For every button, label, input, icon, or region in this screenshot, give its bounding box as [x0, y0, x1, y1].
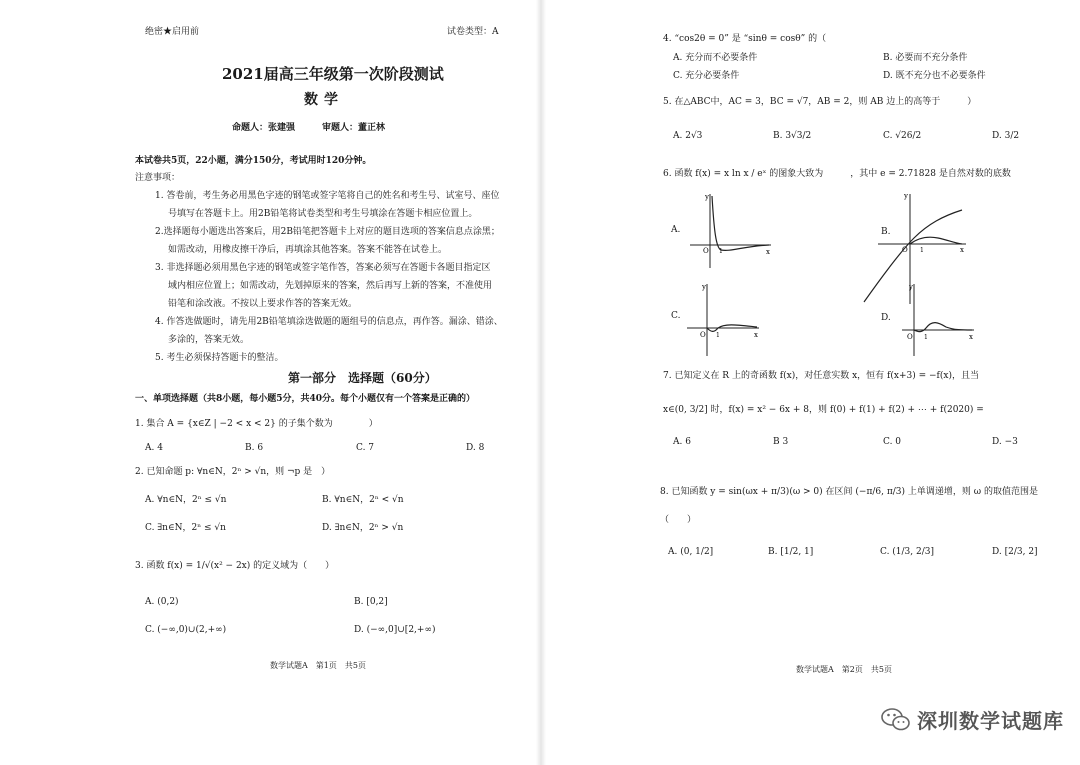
q2-option-c: C. ∃n∈N，2ⁿ ≤ √n — [145, 523, 226, 533]
axis-label-x: x — [969, 333, 973, 341]
q4-option-d: D. 既不充分也不必要条件 — [883, 71, 986, 81]
q5-stem: 5. 在△ABC中，AC = 3，BC = √7，AB = 2，则 AB 边上的高等于 ） — [663, 97, 977, 107]
q3-option-b: B. [0,2] — [354, 597, 388, 607]
tick-label-one: 1 — [924, 334, 928, 341]
wechat-watermark — [875, 703, 1070, 736]
q8-option-a: A. (0, 1/2] — [668, 547, 714, 557]
exam-intro: 本试卷共5页，22小题，满分150分，考试用时120分钟。 — [135, 156, 372, 166]
origin-label: O — [700, 331, 706, 339]
axis-label-x: x — [754, 331, 758, 339]
wechat-icon — [881, 707, 911, 733]
q8-stem-line2: （ ） — [660, 515, 697, 525]
q2-option-a: A. ∀n∈N，2ⁿ ≤ √n — [145, 495, 227, 505]
note-line: 3. 非选择题必须用黑色字迹的钢笔或签字笔作答，答案必须写在答题卡各题目指定区 — [155, 263, 491, 273]
q3-option-d: D. (−∞,0]∪[2,+∞) — [354, 625, 436, 635]
q2-stem: 2. 已知命题 p: ∀n∈N，2ⁿ > √n，则 ¬p 是 ） — [135, 467, 331, 477]
axis-label-y: y — [904, 192, 908, 200]
authors-line: 命题人：张建强 审题人：董正林 — [232, 123, 386, 133]
q2-option-b: B. ∀n∈N，2ⁿ < √n — [322, 495, 404, 505]
exam-title: 2021届高三年级第一次阶段测试 — [222, 65, 444, 83]
subject-title: 数学 — [304, 92, 344, 108]
q5-option-b: B. 3√3/2 — [773, 131, 812, 141]
note-line: 多涂的，答案无效。 — [168, 335, 250, 345]
origin-label: O — [703, 247, 709, 255]
note-line: 1. 答卷前，考生务必用黑色字迹的钢笔或签字笔将自己的姓名和考生号、试室号、座位 — [155, 191, 500, 201]
q8-option-c: C. (1/3, 2/3] — [880, 547, 934, 557]
axis-label-x: x — [766, 248, 770, 256]
q4-option-a: A. 充分而不必要条件 — [673, 53, 758, 63]
q7-stem-line1: 7. 已知定义在 R 上的奇函数 f(x)，对任意实数 x，恒有 f(x+3) = −f(x)，且当 — [663, 371, 979, 381]
axis-label-x: x — [960, 246, 964, 254]
watermark-text: 深圳数学试题库 — [917, 709, 1064, 733]
note-line: 铅笔和涂改液。不按以上要求作答的答案无效。 — [168, 299, 358, 309]
q6-stem: 6. 函数 f(x) = x ln x / eˣ 的图象大致为 ，其中 e = 2.71828 是自然对数的底数 — [663, 169, 1011, 179]
page-footer: 数学试题A 第2页 共5页 — [796, 665, 892, 674]
q7-option-b: B 3 — [773, 437, 789, 447]
q3-option-a: A. (0,2) — [145, 597, 179, 607]
q7-option-c: C. 0 — [883, 437, 902, 447]
note-line: 5. 考生必须保持答题卡的整洁。 — [155, 353, 284, 363]
origin-label: O — [907, 333, 913, 341]
axis-label-y: y — [909, 283, 913, 291]
q6-option-b: B. — [881, 227, 891, 237]
q6-option-c: C. — [671, 311, 681, 321]
q3-option-c: C. (−∞,0)∪(2,+∞) — [145, 625, 227, 635]
tick-label-one: 1 — [920, 247, 924, 254]
q6-option-a: A. — [671, 225, 681, 235]
q1-option-d: D. 8 — [466, 443, 485, 453]
note-line: 域内相应位置上；如需改动，先划掉原来的答案，然后再写上新的答案，不准使用 — [168, 281, 493, 291]
note-line: 2.选择题每小题选出答案后，用2B铅笔把答题卡上对应的题目选项的答案信息点涂黑； — [155, 227, 500, 237]
q1-stem: 1. 集合 A = {x∈Z | −2 < x < 2} 的子集个数为 ） — [135, 419, 378, 429]
q1-option-b: B. 6 — [245, 443, 264, 453]
q2-option-d: D. ∃n∈N，2ⁿ > √n — [322, 523, 404, 533]
note-line: 号填写在答题卡上。用2B铅笔将试卷类型和考生号填涂在答题卡相应位置上。 — [168, 209, 478, 219]
q5-option-a: A. 2√3 — [673, 131, 703, 141]
q8-option-d: D. [2/3, 2] — [992, 547, 1038, 557]
exam-page-2 — [540, 0, 1080, 765]
tick-label-one: 1 — [716, 332, 720, 339]
part-title: 第一部分 选择题（60分） — [288, 371, 437, 385]
q3-stem: 3. 函数 f(x) = 1/√(x² − 2x) 的定义域为（ ） — [135, 561, 335, 571]
q8-option-b: B. [1/2, 1] — [768, 547, 814, 557]
q7-stem-line2: x∈(0, 3/2] 时，f(x) = x² − 6x + 8，则 f(0) + f(1) + f(2) + ⋯ + f(2020) = — [663, 405, 984, 415]
q1-option-a: A. 4 — [145, 443, 163, 453]
q8-stem-line1: 8. 已知函数 y = sin(ωx + π/3)(ω > 0) 在区间 (−π/6, π/3) 上单调递增，则 ω 的取值范围是 — [660, 487, 1038, 497]
q6-graph-d — [898, 280, 978, 358]
q1-option-c: C. 7 — [356, 443, 375, 453]
q5-option-c: C. √26/2 — [883, 131, 922, 141]
q4-option-b: B. 必要而不充分条件 — [883, 53, 968, 63]
q6-option-d: D. — [881, 313, 891, 323]
q4-stem: 4. “cos2θ = 0” 是 “sinθ = cosθ” 的（ — [663, 34, 827, 44]
tick-label-one: 1 — [719, 248, 723, 255]
note-line: 如需改动，用橡皮擦干净后，再填涂其他答案。答案不能答在试卷上。 — [168, 245, 448, 255]
q7-option-d: D. −3 — [992, 437, 1018, 447]
note-line: 4. 作答选做题时，请先用2B铅笔填涂选做题的题组号的信息点，再作答。漏涂、错涂、 — [155, 317, 503, 327]
q6-graph-c — [683, 280, 763, 358]
q7-option-a: A. 6 — [673, 437, 691, 447]
axis-label-y: y — [702, 283, 706, 291]
page-footer: 数学试题A 第1页 共5页 — [270, 661, 366, 670]
origin-label: O — [902, 246, 908, 254]
header-confidential: 绝密★启用前 — [145, 27, 200, 37]
q6-graph-a — [685, 190, 775, 270]
header-paper-type: 试卷类型：A — [447, 27, 499, 37]
notes-title: 注意事项： — [135, 173, 181, 183]
q4-option-c: C. 充分必要条件 — [673, 71, 740, 81]
section-title: 一、单项选择题（共8小题，每小题5分，共40分。每个小题仅有一个答案是正确的） — [135, 394, 476, 404]
q5-option-d: D. 3/2 — [992, 131, 1020, 141]
axis-label-y: y — [705, 193, 709, 201]
